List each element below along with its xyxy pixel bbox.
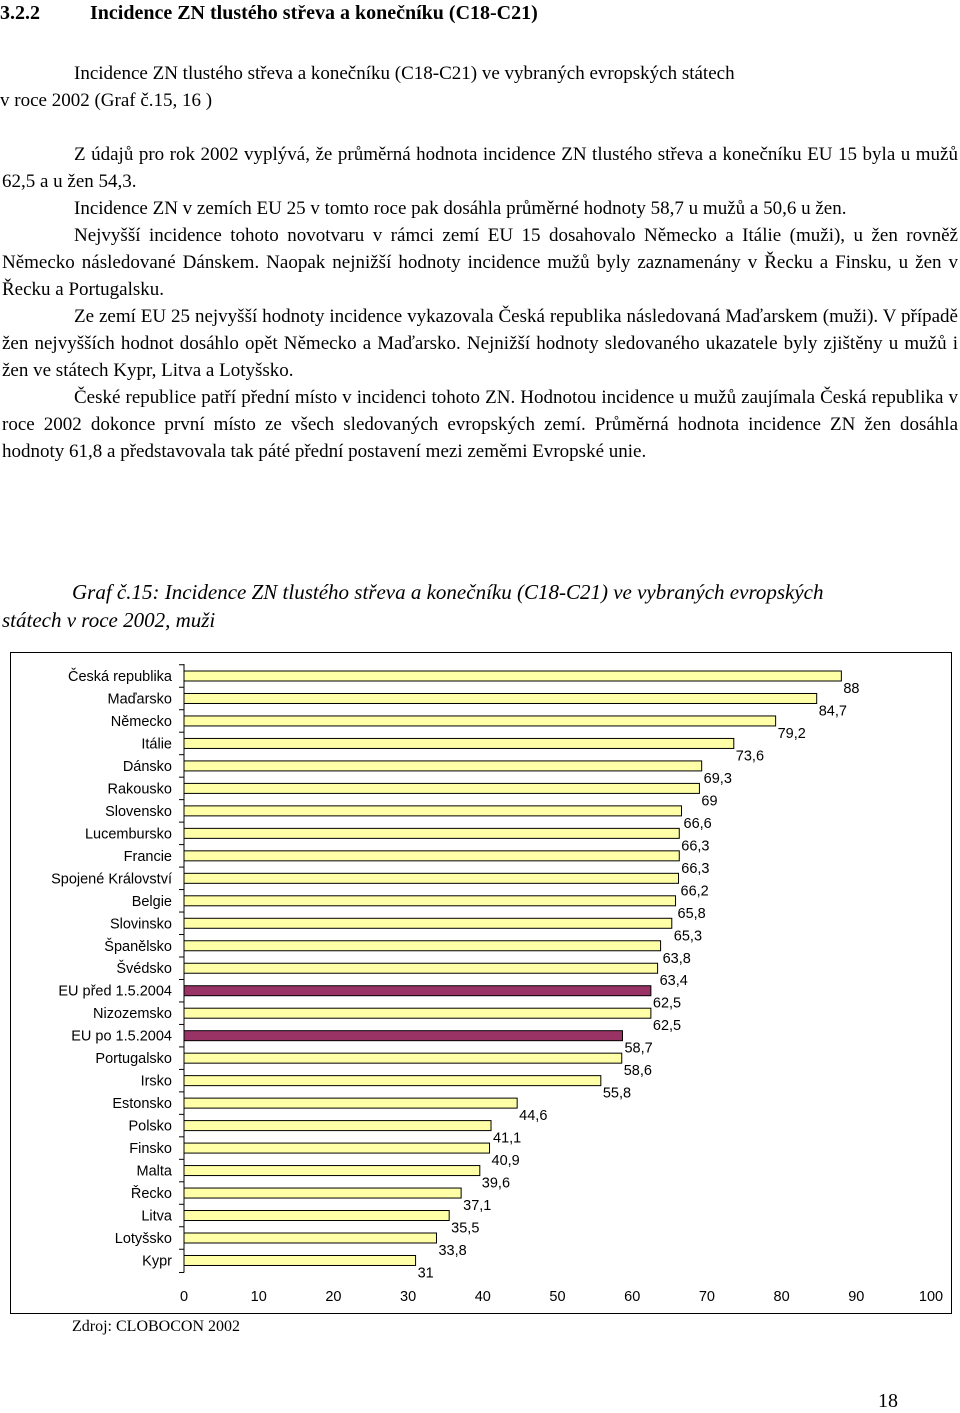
paragraph-1: Z údajů pro rok 2002 vyplývá, že průměrná hodnota incidence ZN tlustého střeva a konečníku EU 15 byla u mužů 62,5 a u žen 54,3. [2,144,958,192]
data-label: 79,2 [777,725,806,742]
x-tick-label: 90 [848,1289,865,1305]
chart-frame [10,652,952,1314]
category-label: Německo [110,713,172,730]
bar [184,941,661,951]
category-label: Řecko [130,1186,172,1203]
paragraph-4: Ze zemí EU 25 nejvyšší hodnoty incidence vykazovala Česká republika následovaná Maďarskem (muži). V případě žen nejvyšších hodnot dosáhlo opět Německo a Maďarsko. Nejnižší hodnoty sledovaného ukazatele byly zjištěny u mužů i žen ve státech Kypr, Litva a Lotyšsko. [2,306,958,381]
data-label: 40,9 [491,1153,520,1170]
category-label: Itálie [141,736,172,753]
bar [184,963,658,973]
category-label: Slovinsko [109,916,172,933]
category-label: Polsko [128,1118,172,1135]
data-label: 35,5 [451,1220,480,1237]
x-tick-label: 60 [624,1289,641,1305]
category-label: Malta [136,1163,172,1180]
category-label: Španělsko [104,938,172,955]
bar [184,1233,436,1243]
data-label: 39,6 [481,1175,511,1192]
bar [184,851,679,861]
data-label: 66,6 [683,815,712,832]
paragraph-2: Incidence ZN v zemích EU 25 v tomto roce pak dosáhla průměrné hodnoty 58,7 u mužů a 50,6 u žen. [74,198,847,219]
bar [184,1121,491,1131]
data-label: 69,3 [703,770,732,787]
data-label: 73,6 [735,748,765,765]
x-tick-label: 10 [250,1289,267,1305]
data-label: 41,1 [493,1130,522,1147]
data-label: 66,3 [681,838,710,855]
bar-chart [11,653,951,1313]
bar [184,828,679,838]
figure-caption [2,578,958,634]
bar [184,693,817,703]
bar [184,1031,622,1041]
data-label: 88 [843,681,860,697]
bar [184,1008,651,1018]
category-label: Spojené Království [51,871,172,888]
data-label: 58,6 [623,1063,652,1080]
category-label: Lotyšsko [114,1231,172,1247]
bar [184,986,651,996]
caption-line-2: státech v roce 2002, muži [2,608,216,632]
data-label: 44,6 [519,1108,548,1125]
bar [184,1143,490,1153]
subtitle-line-2: v roce 2002 (Graf č.15, 16 ) [0,90,213,111]
data-label: 63,8 [662,950,691,967]
body-text [2,141,958,465]
data-label: 69 [701,793,718,810]
bar [184,1188,461,1198]
data-label: 33,8 [438,1243,467,1259]
bar [184,1166,480,1176]
x-tick-label: 70 [698,1289,715,1305]
data-label: 58,7 [624,1040,653,1057]
x-tick-label: 0 [179,1289,189,1305]
bar [184,671,841,681]
category-label: Maďarsko [107,691,172,708]
category-label: Švédsko [116,961,172,978]
chart-subtitle-block [0,60,960,114]
data-label: 62,5 [652,995,682,1012]
page-number: 18 [878,1390,898,1412]
bar [184,896,676,906]
data-label: 37,1 [463,1198,492,1215]
x-tick-label: 80 [773,1289,790,1305]
source-note: Zdroj: CLOBOCON 2002 [72,1318,240,1335]
x-tick-label: 40 [474,1289,491,1305]
data-label: 55,8 [602,1085,632,1102]
x-tick-label: 20 [325,1289,342,1305]
subtitle-line-1: Incidence ZN tlustého střeva a konečníku (C18-C21) ve vybraných evropských státech [74,63,735,84]
data-label: 84,7 [818,703,847,720]
bar [184,738,734,748]
paragraph-3: Nejvyšší incidence tohoto novotvaru v rámci zemí EU 15 dosahovalo Německo a Itálie (muži), u žen rovněž Německo následované Dánskem. Naopak nejnižší hodnoty incidence mužů byly zaznamenány v Řecku a Finsku, u žen v Řecku a Portugalsku. [2,225,958,300]
category-label: Estonsko [112,1096,172,1113]
category-label: Kypr [142,1253,172,1270]
category-label: Nizozemsko [93,1006,172,1023]
category-label: Finsko [129,1141,172,1158]
category-label: Lucembursko [84,826,172,843]
data-label: 65,8 [677,905,706,922]
bar [184,806,682,816]
bar [184,1076,601,1086]
section-title: Incidence ZN tlustého střeva a konečníku (C18-C21) [90,2,538,24]
bar [184,1098,517,1108]
bar [184,873,679,883]
category-label: Portugalsko [95,1051,172,1068]
bar [184,1211,449,1221]
x-tick-label: 30 [400,1289,417,1305]
data-label: 31 [417,1265,434,1282]
bar [184,761,702,771]
bar [184,1053,622,1063]
bar [184,716,776,726]
category-label: Belgie [131,893,172,910]
category-label: Česká republika [68,669,172,685]
bar [184,783,699,793]
paragraph-5: České republice patří přední místo v incidenci tohoto ZN. Hodnotou incidence u mužů zaujímala Česká republika v roce 2002 dokonce první místo ze všech sledovaných evropských zemí. Průměrná hodnota incidence ZN žen dosáhla hodnoty 61,8 a představovala tak páté přední postavení mezi zeměmi Evropské unie. [2,387,958,462]
data-label: 62,5 [652,1018,682,1035]
category-label: Litva [141,1208,172,1225]
section-number: 3.2.2 [0,2,40,24]
x-tick-label: 100 [918,1289,944,1305]
category-label: Slovensko [105,803,172,820]
bar [184,918,672,928]
x-tick-label: 50 [549,1289,566,1305]
category-label: Irsko [140,1073,172,1090]
data-label: 66,2 [680,883,709,900]
caption-line-1: Graf č.15: Incidence ZN tlustého střeva a konečníku (C18-C21) ve vybraných evropských [72,580,824,604]
data-label: 63,4 [659,973,688,990]
category-label: EU po 1.5.2004 [71,1028,172,1045]
data-label: 66,3 [681,860,710,877]
category-label: EU před 1.5.2004 [58,983,172,1000]
bar [184,1255,416,1265]
category-label: Francie [123,848,172,865]
category-label: Dánsko [122,758,172,775]
category-label: Rakousko [107,781,172,798]
data-label: 65,3 [673,928,703,945]
section-heading [0,2,538,25]
